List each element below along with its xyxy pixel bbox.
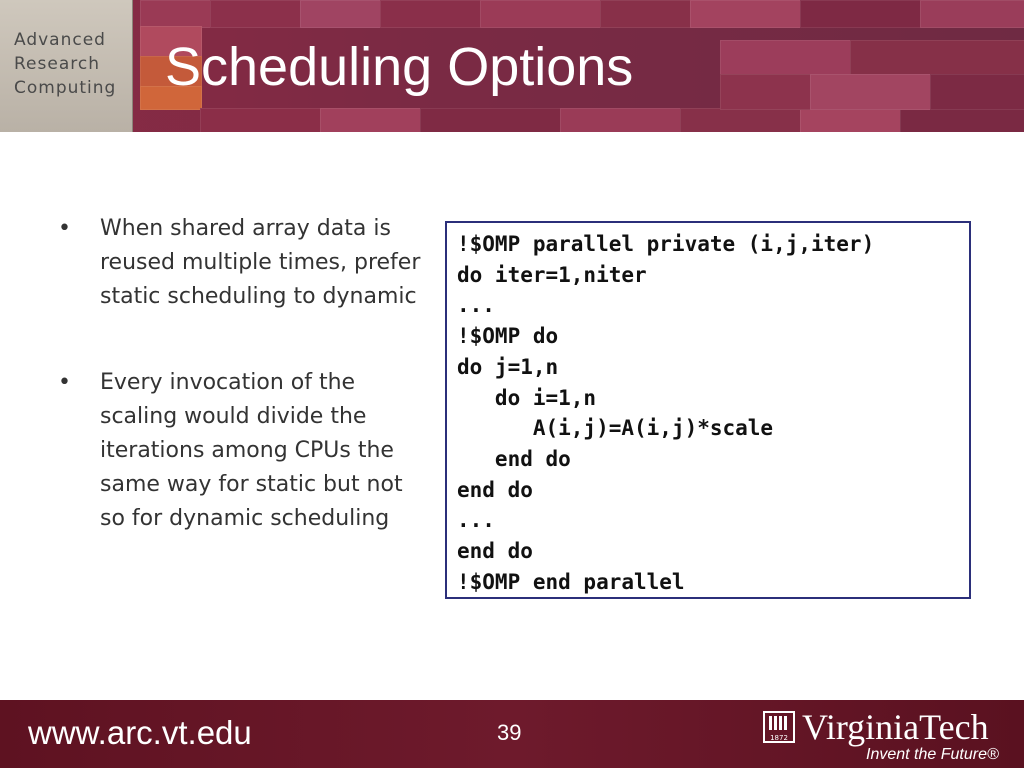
logo-line-research: Research [14,54,100,74]
bullet-dot-icon: • [58,370,71,395]
code-block [445,221,971,599]
bullet-list [58,212,428,536]
bullet-text: When shared array data is reused multiple times, prefer static scheduling to dynamic [100,216,421,309]
slide-title: Scheduling Options [165,37,634,97]
vt-crest-icon [762,710,796,744]
bullet-item [58,366,428,536]
bullet-dot-icon: • [58,216,71,241]
vt-name: VirginiaTech [802,707,989,747]
logo-line-computing: Computing [14,78,117,98]
bullet-item [58,212,428,314]
logo-line-advanced: Advanced [14,30,106,50]
arc-logo [0,0,133,132]
virginia-tech-logo [762,708,1012,764]
code-text: !$OMP parallel private (i,j,iter) do iter=1,niter ... !$OMP do do j=1,n do i=1,n A(i,j)=A(i,j)*scale end do end do ... end do !$OMP end parallel [457,232,875,594]
page-number: 39 [497,720,522,745]
header-banner [0,0,1024,132]
bullet-text: Every invocation of the scaling would divide the iterations among CPUs the same way for static but not so for dynamic scheduling [100,370,403,531]
footer-url: www.arc.vt.edu [28,714,252,751]
vt-crest-year: 1872 [770,734,788,742]
vt-tagline: Invent the Future® [866,746,999,763]
footer-bar [0,700,1024,768]
